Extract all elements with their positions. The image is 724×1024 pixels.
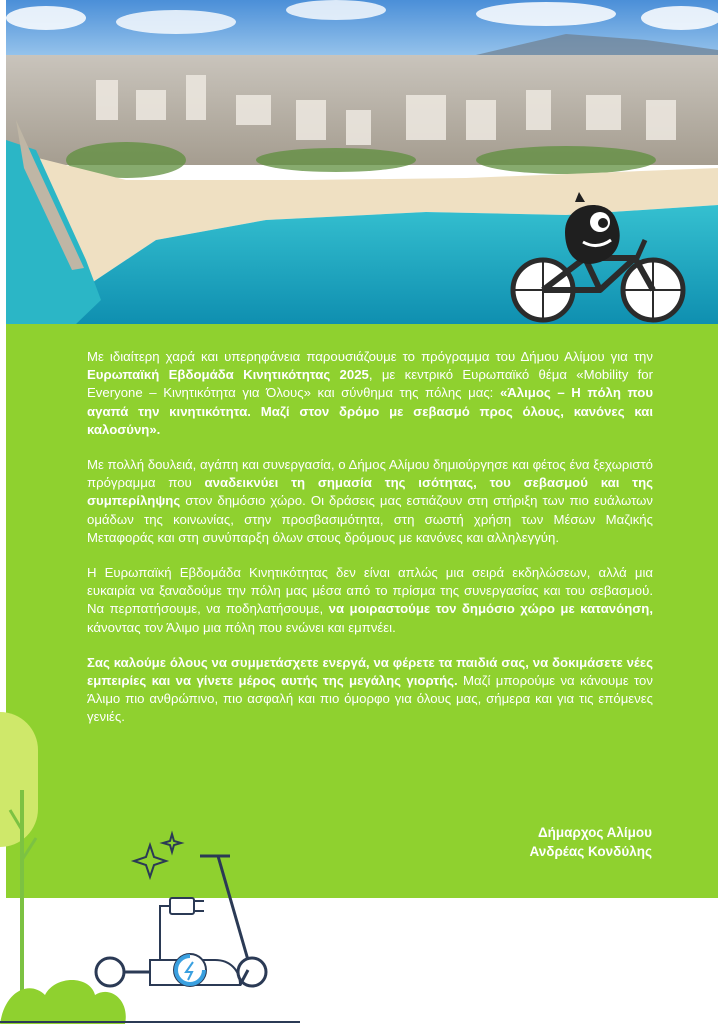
signature-name: Ανδρέας Κονδύλης: [529, 844, 652, 859]
paragraph-program: Με πολλή δουλειά, αγάπη και συνεργασία, ο Δήμος Αλίμου δημιούργησε και φέτος ένα ξεχωριστό πρόγραμμα που αναδεικνύει τη σημασία της ισότητας, του σεβασμού και της συμπερίληψης στον δημόσιο χώρο. Οι δράσεις μας εστιάζουν στη στήριξη των πιο ευάλωτων ομάδων της κοινωνίας, στην προσβασιμότητα, στη σωστή χρήση των Μέσων Μαζικής Μεταφοράς και στη συνύπαρξη όλων στους δρόμους με κανόνες και αλληλεγγύη.: [87, 457, 653, 545]
paragraph-invitation: Σας καλούμε όλους να συμμετάσχετε ενεργά, να φέρετε τα παιδιά σας, να δοκιμάσετε νέες εμπειρίες και να γίνετε μέρος αυτής της μεγάλης γιορτής. Μαζί μπορούμε να κάνουμε τον Άλιμο πιο ανθρώπινο, πιο ασφαλή και πιο όμορφο για όλους μας, σήμερα και για τις επόμενες γενιές.: [87, 654, 653, 725]
paragraph-week: Η Ευρωπαϊκή Εβδομάδα Κινητικότητας δεν είναι απλώς μια σειρά εκδηλώσεων, αλλά μια ευκαιρία να ξαναδούμε την πόλη μας μέσα από το πρίσμα της συνεργασίας και του σεβασμού. Να περπατήσουμε, να ποδηλατήσουμε, να μοιραστούμε τον δημόσιο χώρο με κατανόηση, κάνοντας τον Άλιμο μια πόλη που ενώνει και εμπνέει.: [87, 565, 653, 635]
e-scooter-charging-illustration: [0, 790, 300, 1024]
mascot-bicycle-illustration: [505, 192, 695, 324]
signature-title: Δήμαρχος Αλίμου: [537, 825, 652, 840]
signature-block: [530, 823, 652, 861]
paragraph-intro: Με ιδιαίτερη χαρά και υπερηφάνεια παρουσιάζουμε το πρόγραμμα του Δήμου Αλίμου για την Ευρωπαϊκή Εβδομάδα Κινητικότητας 2025, με κεντρικό Ευρωπαϊκό θέμα «Mobility for Everyone – Κινητικότητα για Όλους» και σύνθημα της πόλης μας: «Άλιμος – Η πόλη που αγαπά την κινητικότητα. Μαζί στον δρόμο με σεβασμό προς όλους, κανόνες και καλοσύνη».: [87, 349, 653, 437]
letter-body: [87, 348, 653, 744]
